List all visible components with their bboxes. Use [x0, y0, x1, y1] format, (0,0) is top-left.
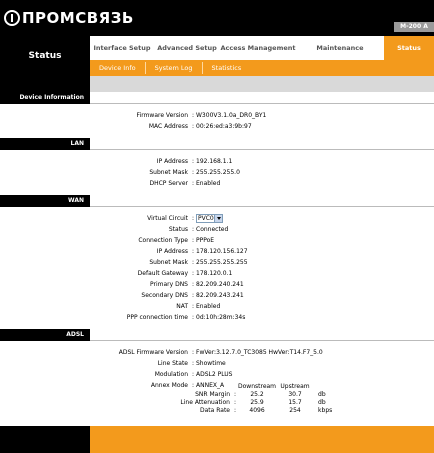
- footer-bar: [0, 426, 434, 453]
- adsl-stats-table: [160, 382, 410, 414]
- stats-row: Line Attenuation : 25.9 15.7 db: [160, 398, 344, 406]
- stats-upstream: 30.7: [288, 390, 302, 398]
- logo-text: ПРОМСВЯЗЬ: [22, 9, 134, 27]
- info-row: Default Gateway : 178.120.0.1: [0, 268, 434, 279]
- stats-upstream: 254: [289, 406, 301, 414]
- top-banner: [0, 0, 434, 36]
- info-row: Virtual Circuit : PVC0: [0, 213, 434, 224]
- info-row: MAC Address : 00:26:ed:a3:9b:97: [0, 121, 434, 132]
- stats-upstream: 15.7: [288, 398, 302, 406]
- field-label: Line State: [157, 360, 188, 367]
- field-label: Firmware Version: [136, 112, 188, 119]
- lan-subnet-mask: 255.255.255.0: [196, 169, 240, 176]
- info-row: Connection Type : PPPoE: [0, 235, 434, 246]
- sub-menu: [90, 60, 434, 76]
- info-row: Secondary DNS : 82.209.243.241: [0, 290, 434, 301]
- field-label: ADSL Firmware Version: [118, 349, 188, 356]
- column-header-upstream: Upstream: [280, 382, 310, 390]
- divider-strip: [0, 76, 434, 92]
- info-row: Status : Connected: [0, 224, 434, 235]
- model-badge: M-200 A: [394, 22, 434, 32]
- field-label: Status: [168, 226, 188, 233]
- nat-status: Enabled: [196, 303, 221, 310]
- info-row: IP Address : 192.168.1.1: [0, 156, 434, 167]
- section-title-adsl: ADSL: [0, 329, 90, 341]
- info-row: Modulation : ADSL2 PLUS: [0, 369, 434, 380]
- field-label: Virtual Circuit: [147, 215, 188, 222]
- tab-advanced-setup[interactable]: Advanced Setup: [157, 43, 217, 52]
- info-row: Subnet Mask : 255.255.255.255: [0, 257, 434, 268]
- submenu-statistics[interactable]: Statistics: [211, 64, 242, 72]
- dhcp-server-status: Enabled: [196, 180, 221, 187]
- navigation-bar: [0, 36, 434, 76]
- stats-row: Data Rate : 4096 254 kbps: [160, 406, 344, 414]
- primary-dns: 82.209.240.241: [196, 281, 244, 288]
- field-label: Default Gateway: [137, 270, 188, 277]
- info-row: NAT : Enabled: [0, 301, 434, 312]
- section-header-wan: [0, 195, 434, 207]
- section-header-adsl: [0, 329, 434, 341]
- stats-downstream: 25.2: [250, 390, 264, 398]
- firmware-version: W300V3.1.0a_DR0_BY1: [196, 112, 267, 119]
- tab-access-management[interactable]: Access Management: [220, 43, 296, 52]
- mac-address: 00:26:ed:a3:9b:97: [196, 123, 252, 130]
- field-label: Annex Mode: [150, 382, 188, 389]
- info-row: IP Address : 178.120.156.127: [0, 246, 434, 257]
- annex-mode: ANNEX_A: [196, 382, 225, 389]
- section-title-wan: WAN: [0, 195, 90, 207]
- stats-unit: db: [318, 398, 326, 406]
- wan-subnet-mask: 255.255.255.255: [196, 259, 248, 266]
- field-label: IP Address: [156, 158, 188, 165]
- info-row: Line State : Showtime: [0, 358, 434, 369]
- field-label: IP Address: [156, 248, 188, 255]
- adsl-firmware-version: FwVer:3.12.7.0_TC3085 HwVer:T14.F7_5.0: [196, 349, 323, 356]
- section-title-lan: LAN: [0, 138, 90, 150]
- connection-type: PPPoE: [196, 237, 215, 244]
- submenu-system-log[interactable]: System Log: [146, 62, 203, 74]
- field-label: Secondary DNS: [141, 292, 188, 299]
- brand-logo: [4, 6, 134, 30]
- stats-unit: kbps: [318, 406, 333, 414]
- field-label: Connection Type: [138, 237, 188, 244]
- column-header-downstream: Downstream: [238, 382, 277, 390]
- field-label: PPP connection time: [126, 314, 188, 321]
- stats-header-row: [160, 382, 344, 390]
- wan-ip-address: 178.120.156.127: [196, 248, 248, 255]
- submenu-device-info[interactable]: Device Info: [90, 62, 146, 74]
- stats-unit: db: [318, 390, 326, 398]
- lan-ip-address: 192.168.1.1: [196, 158, 233, 165]
- info-row: Primary DNS : 82.209.240.241: [0, 279, 434, 290]
- stats-row: SNR Margin : 25.2 30.7 db: [160, 390, 344, 398]
- field-label: DHCP Server: [149, 180, 188, 187]
- info-row: Subnet Mask : 255.255.255.0: [0, 167, 434, 178]
- virtual-circuit-value: PVC0: [198, 215, 214, 222]
- stats-label: SNR Margin: [195, 390, 230, 398]
- logo-icon: [4, 10, 20, 26]
- info-row: DHCP Server : Enabled: [0, 178, 434, 189]
- field-label: Subnet Mask: [149, 169, 188, 176]
- info-row: Annex Mode : ANNEX_A: [0, 380, 434, 391]
- section-title: Status: [0, 36, 90, 76]
- main-menu: [90, 36, 434, 60]
- field-label: MAC Address: [148, 123, 188, 130]
- stats-label: Line Attenuation: [180, 398, 230, 406]
- field-label: Modulation: [154, 371, 188, 378]
- status-content: [0, 92, 434, 391]
- section-title-device: Device Information: [0, 92, 90, 104]
- section-header-device: [0, 92, 434, 104]
- section-header-lan: [0, 138, 434, 150]
- tab-maintenance[interactable]: Maintenance: [316, 43, 364, 52]
- tab-interface-setup[interactable]: Interface Setup: [93, 43, 151, 52]
- info-row: Firmware Version : W300V3.1.0a_DR0_BY1: [0, 110, 434, 121]
- stats-downstream: 25.9: [250, 398, 264, 406]
- ppp-connection-time: 0d:10h:28m:34s: [196, 314, 246, 321]
- info-row: ADSL Firmware Version : FwVer:3.12.7.0_TC3085 HwVer:T14.F7_5.0: [0, 347, 434, 358]
- default-gateway: 178.120.0.1: [196, 270, 233, 277]
- stats-downstream: 4096: [249, 406, 265, 414]
- field-label: NAT: [176, 303, 188, 310]
- field-label: Subnet Mask: [149, 259, 188, 266]
- tab-status[interactable]: Status: [384, 36, 434, 60]
- line-state: Showtime: [196, 360, 226, 367]
- stats-label: Data Rate: [200, 406, 230, 414]
- modulation: ADSL2 PLUS: [196, 371, 233, 378]
- chevron-down-icon[interactable]: [214, 215, 222, 222]
- virtual-circuit-select[interactable]: [196, 214, 223, 223]
- info-row: PPP connection time : 0d:10h:28m:34s: [0, 312, 434, 323]
- field-label: Primary DNS: [149, 281, 188, 288]
- secondary-dns: 82.209.243.241: [196, 292, 244, 299]
- wan-status: Connected: [196, 226, 229, 233]
